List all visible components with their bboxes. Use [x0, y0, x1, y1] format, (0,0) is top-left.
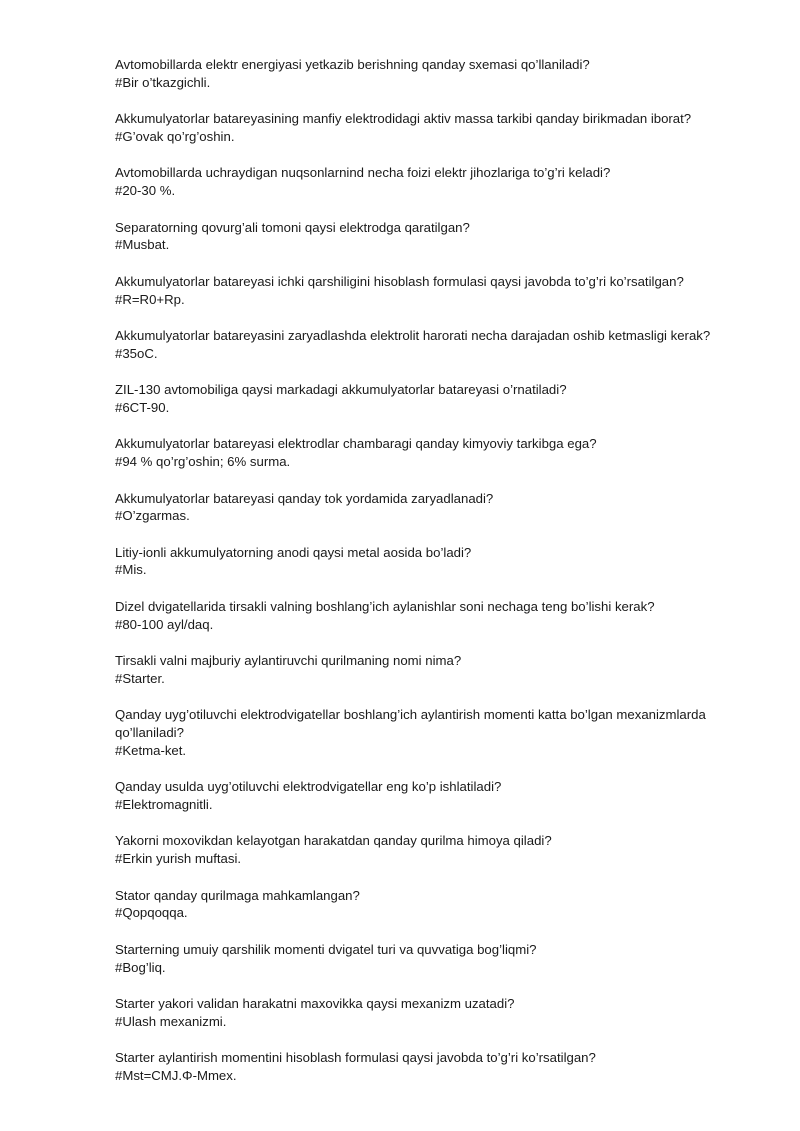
- question-text: Akkumulyatorlar batareyasini zaryadlashda elektrolit harorati necha darajadan oshib ketmasligi kerak?: [115, 327, 711, 343]
- qa-item: [115, 56, 755, 92]
- question-text: Avtomobillarda elektr energiyasi yetkazib berishning qanday sxemasi qo’llaniladi?: [115, 57, 590, 72]
- qa-item: [115, 941, 755, 977]
- answer-text: #Musbat.: [115, 237, 170, 253]
- answer-text: #94 % qo’rg’oshin; 6% surma.: [115, 454, 291, 470]
- qa-item: [115, 706, 755, 759]
- question-text: Qanday uyg’otiluvchi elektrodvigatellar boshlang’ich aylantirish momenti katta bo’lgan mexanizmlarda qo’llaniladi?: [115, 707, 706, 741]
- qa-item: [115, 381, 755, 417]
- question-text: Akkumulyatorlar batareyasi qanday tok yordamida zaryadlanadi?: [115, 490, 494, 506]
- qa-item: [115, 110, 755, 146]
- question-text: Qanday usulda uyg’otiluvchi elektrodvigatellar eng ko’p ishlatiladi?: [115, 779, 502, 795]
- qa-item: [115, 435, 755, 471]
- answer-text: #20-30 %.: [115, 183, 176, 199]
- qa-item: [115, 652, 755, 688]
- question-text: Litiy-ionli akkumulyatorning anodi qaysi metal aosida bo’ladi?: [115, 544, 472, 560]
- qa-item: [115, 778, 755, 814]
- qa-item: [115, 273, 755, 309]
- answer-text: #G’ovak qo’rg’oshin.: [115, 128, 235, 144]
- qa-item: [115, 490, 755, 526]
- question-text: Dizel dvigatellarida tirsakli valning boshlang’ich aylanishlar soni nechaga teng bo’lishi kerak?: [115, 598, 655, 614]
- answer-text: #35oC.: [115, 345, 158, 361]
- answer-text: #Ketma-ket.: [115, 742, 187, 758]
- question-text: Tirsakli valni majburiy aylantiruvchi qurilmaning nomi nima?: [115, 653, 462, 669]
- question-text: Akkumulyatorlar batareyasining manfiy elektrodidagi aktiv massa tarkibi qanday birikmadan iborat?: [115, 111, 692, 127]
- question-text: ZIL-130 avtomobiliga qaysi markadagi akkumulyatorlar batareyasi o’rnatiladi?: [115, 382, 567, 398]
- answer-text: #Mst=CMJ.Φ-Mmex.: [115, 1067, 237, 1083]
- question-answer-list: [115, 56, 755, 1103]
- question-text: Akkumulyatorlar batareyasi elektrodlar chambaragi qanday kimyoviy tarkibga ega?: [115, 436, 597, 452]
- qa-item: [115, 995, 755, 1031]
- answer-text: #O’zgarmas.: [115, 508, 190, 524]
- qa-item: [115, 219, 755, 255]
- qa-item: [115, 164, 755, 200]
- answer-text: #Elektromagnitli.: [115, 797, 213, 813]
- question-text: Akkumulyatorlar batareyasi ichki qarshiligini hisoblash formulasi qaysi javobda to’g’ri ko’rsatilgan?: [115, 273, 684, 289]
- answer-text: #Ulash mexanizmi.: [115, 1013, 227, 1029]
- question-text: Yakorni moxovikdan kelayotgan harakatdan qanday qurilma himoya qiladi?: [115, 833, 552, 849]
- answer-text: #Starter.: [115, 670, 165, 686]
- question-text: Starter yakori validan harakatni maxovikka qaysi mexanizm uzatadi?: [115, 995, 515, 1011]
- qa-item: [115, 1049, 755, 1085]
- answer-text: #6CT-90.: [115, 399, 170, 415]
- question-text: Starter aylantirish momentini hisoblash formulasi qaysi javobda to’g’ri ko’rsatilgan?: [115, 1050, 596, 1066]
- answer-text: #80-100 ayl/daq.: [115, 616, 214, 632]
- question-text: Avtomobillarda uchraydigan nuqsonlarnind necha foizi elektr jihozlariga to’g’ri keladi?: [115, 165, 611, 181]
- answer-text: #Qopqoqqa.: [115, 905, 188, 921]
- answer-text: #Erkin yurish muftasi.: [115, 851, 242, 867]
- qa-item: [115, 832, 755, 868]
- qa-item: [115, 598, 755, 634]
- answer-text: #Bir o’tkazgichli.: [115, 74, 211, 90]
- qa-item: [115, 327, 755, 363]
- answer-text: #Bog’liq.: [115, 959, 166, 975]
- question-text: Separatorning qovurg’ali tomoni qaysi elektrodga qaratilgan?: [115, 219, 470, 235]
- question-text: Starterning umuiy qarshilik momenti dvigatel turi va quvvatiga bog’liqmi?: [115, 941, 537, 957]
- qa-item: [115, 887, 755, 923]
- answer-text: #R=R0+Rp.: [115, 291, 185, 307]
- answer-text: #Mis.: [115, 562, 147, 578]
- question-text: Stator qanday qurilmaga mahkamlangan?: [115, 887, 360, 903]
- qa-item: [115, 544, 755, 580]
